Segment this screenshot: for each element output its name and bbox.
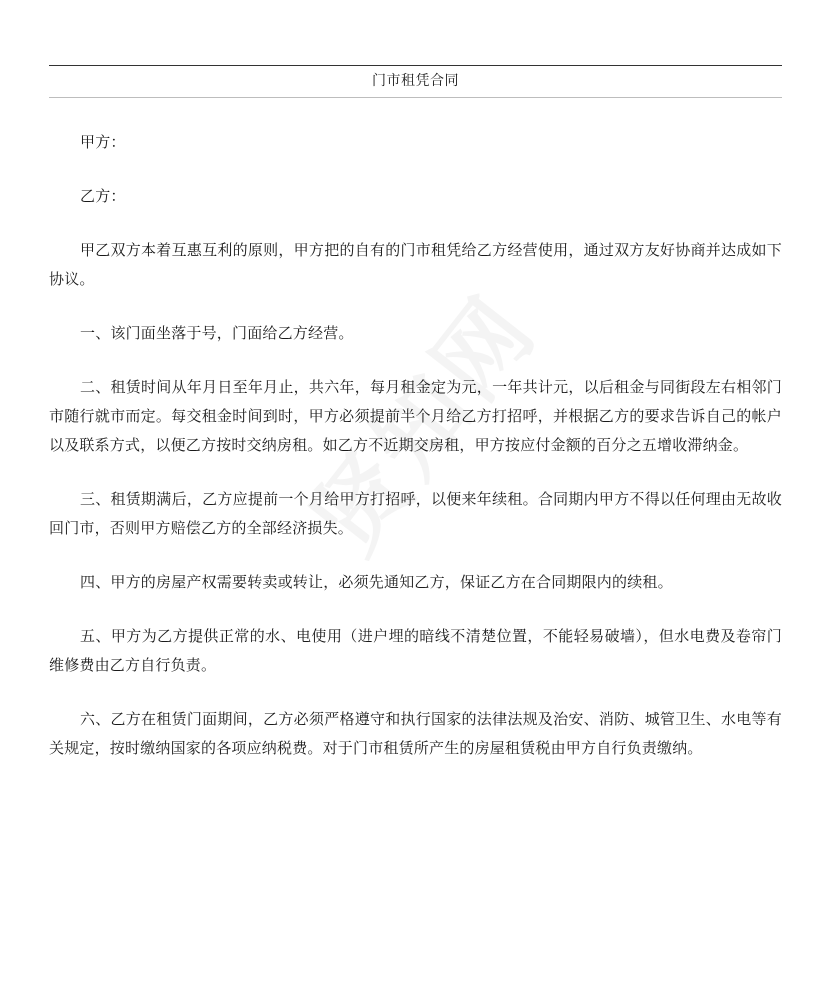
clause-1: 一、该门面坐落于号，门面给乙方经营。 <box>80 324 354 342</box>
page-title: 门市租凭合同 <box>372 73 459 89</box>
party-a-line: 甲方： <box>80 133 126 151</box>
clause-6: 六、乙方在租赁门面期间，乙方必须严格遵守和执行国家的法律法规及治安、消防、城管卫生、水电等有关规定，按时缴纳国家的各项应纳税费。对于门市租赁所产生的房屋租赁税由甲方自行负责缴纳。 <box>49 710 782 757</box>
clause-5: 五、甲方为乙方提供正常的水、电使用（进户埋的暗线不清楚位置，不能轻易破墙），但水电费及卷帘门维修费由乙方自行负责。 <box>49 627 782 674</box>
clause-4: 四、甲方的房屋产权需要转卖或转让，必须先通知乙方，保证乙方在合同期限内的续租。 <box>80 573 673 591</box>
clause-3: 三、租赁期满后，乙方应提前一个月给甲方打招呼，以便来年续租。合同期内甲方不得以任何理由无故收回门市，否则甲方赔偿乙方的全部经济损失。 <box>49 490 782 537</box>
contract-body <box>49 128 782 788</box>
header-rule-top <box>49 65 782 66</box>
clause-2: 二、租赁时间从年月日至年月止，共六年，每月租金定为元，一年共计元，以后租金与同街段左右相邻门市随行就市而定。每交租金时间到时，甲方必须提前半个月给乙方打招呼，并根据乙方的要求告诉自己的帐户以及联系方式，以便乙方按时交纳房租。如乙方不近期交房租，甲方按应付金额的百分之五增收滞纳金。 <box>49 378 782 454</box>
intro-paragraph: 甲乙双方本着互惠互利的原则，甲方把的自有的门市租凭给乙方经营使用，通过双方友好协商并达成如下协议。 <box>49 241 782 288</box>
party-b-line: 乙方： <box>80 187 126 205</box>
header-rule-bottom <box>49 97 782 98</box>
